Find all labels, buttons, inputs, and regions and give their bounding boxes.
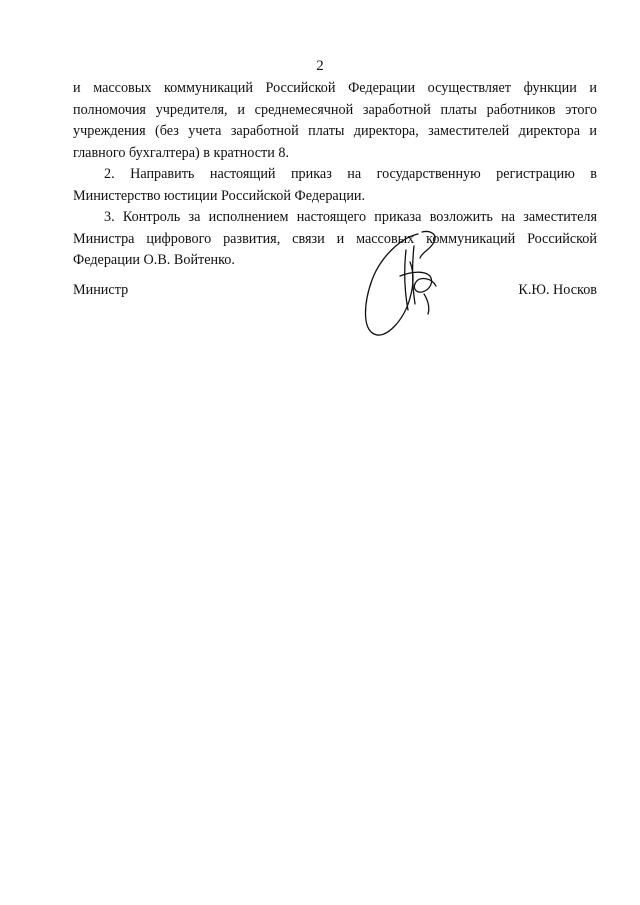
signer-title: Министр xyxy=(73,282,129,298)
paragraph-item-2: 2. Направить настоящий приказ на государственную регистрацию в Министерство юстиции Российской Федерации. xyxy=(73,166,597,204)
signer-name: К.Ю. Носков xyxy=(518,282,597,298)
document-body xyxy=(73,78,597,272)
paragraph-item-3: 3. Контроль за исполнением настоящего приказа возложить на заместителя Министра цифрового развития, связи и массовых коммуникаций Российской Федерации О.В. Войтенко. xyxy=(73,209,597,268)
handwritten-signature xyxy=(360,228,450,340)
paragraph-continuation: и массовых коммуникаций Российской Федерации осуществляет функции и полномочия учредителя, и среднемесячной заработной платы работников этого учреждения (без учета заработной платы директора, заместителей директора и главного бухгалтера) в кратности 8. xyxy=(73,80,597,161)
page-number: 2 xyxy=(316,58,324,74)
